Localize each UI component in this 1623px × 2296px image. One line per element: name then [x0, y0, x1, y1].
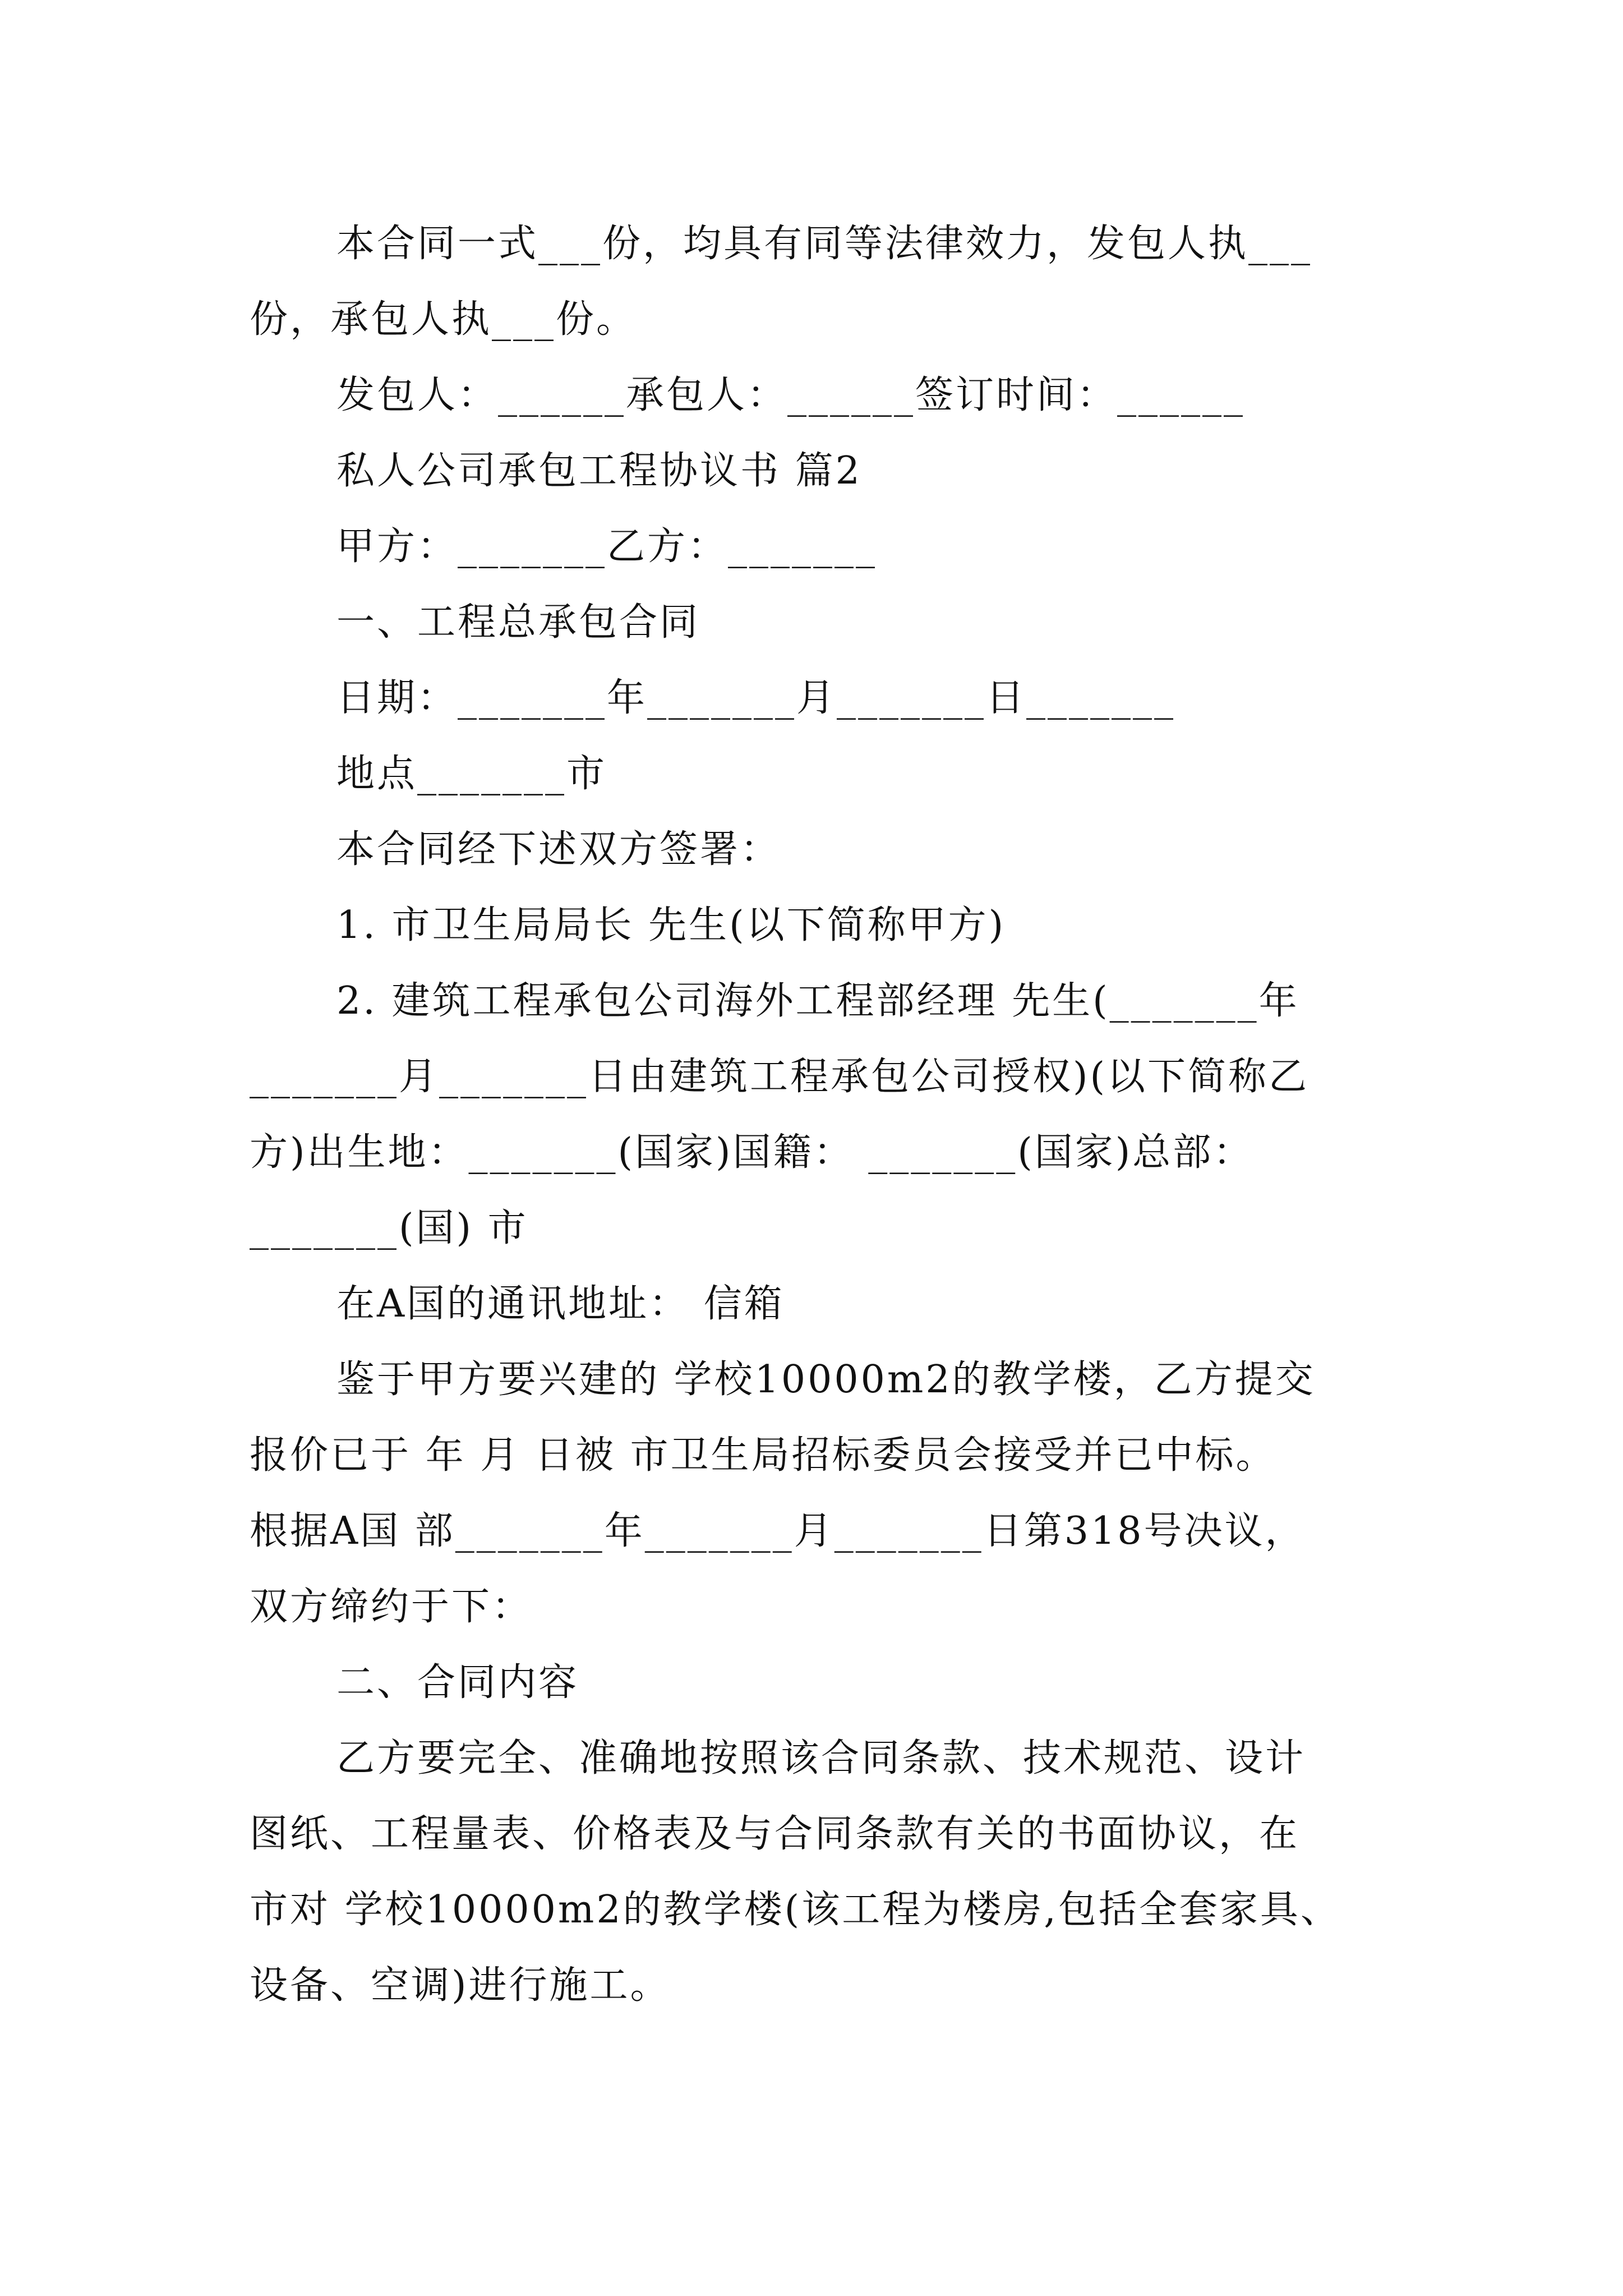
text-line: 本合同一式___份，均具有同等法律效力，发包人执___	[336, 222, 1313, 266]
list-item: 1. 市卫生局局长 先生(以下简称甲方)	[336, 903, 1006, 947]
section-heading: 一、工程总承包合同	[336, 600, 700, 645]
text-line: 报价已于 年 月 日被 市卫生局招标委员会接受并已中标。	[250, 1433, 1276, 1478]
text-line: 鉴于甲方要兴建的 学校10000m2的教学楼，乙方提交	[336, 1358, 1316, 1402]
text-line: _______(国) 市	[250, 1206, 528, 1250]
text-line: 双方缔约于下：	[250, 1585, 533, 1629]
text-line: 乙方要完全、准确地按照该合同条款、技术规范、设计	[336, 1736, 1306, 1780]
text-line: 甲方：_______乙方：_______	[336, 524, 878, 569]
text-line: 发包人：______承包人：______签订时间：______	[336, 373, 1246, 417]
text-line: 图纸、工程量表、价格表及与合同条款有关的书面协议，在	[250, 1812, 1300, 1856]
text-line: 日期：_______年_______月_______日_______	[336, 676, 1176, 720]
text-line: 本合同经下述双方签署：	[336, 827, 781, 872]
text-line: 市对 学校10000m2的教学楼(该工程为楼房,包括全套家具、	[250, 1888, 1341, 1932]
list-item: 2. 建筑工程承包公司海外工程部经理 先生(_______年	[336, 979, 1299, 1023]
text-line: 方)出生地：_______(国家)国籍： _______(国家)总部：	[250, 1130, 1254, 1175]
text-line: 份，承包人执___份。	[250, 297, 637, 342]
text-line: 根据A国 部_______年_______月_______日第318号决议，	[250, 1509, 1306, 1553]
section-heading: 私人公司承包工程协议书 篇2	[336, 449, 862, 493]
text-line: 在A国的通讯地址： 信箱	[336, 1282, 785, 1326]
text-line: 设备、空调)进行施工。	[250, 1963, 671, 2008]
text-line: _______月_______日由建筑工程承包公司授权)(以下简称乙	[250, 1055, 1310, 1099]
text-line: 地点_______市	[336, 752, 607, 796]
section-heading: 二、合同内容	[336, 1660, 579, 1705]
